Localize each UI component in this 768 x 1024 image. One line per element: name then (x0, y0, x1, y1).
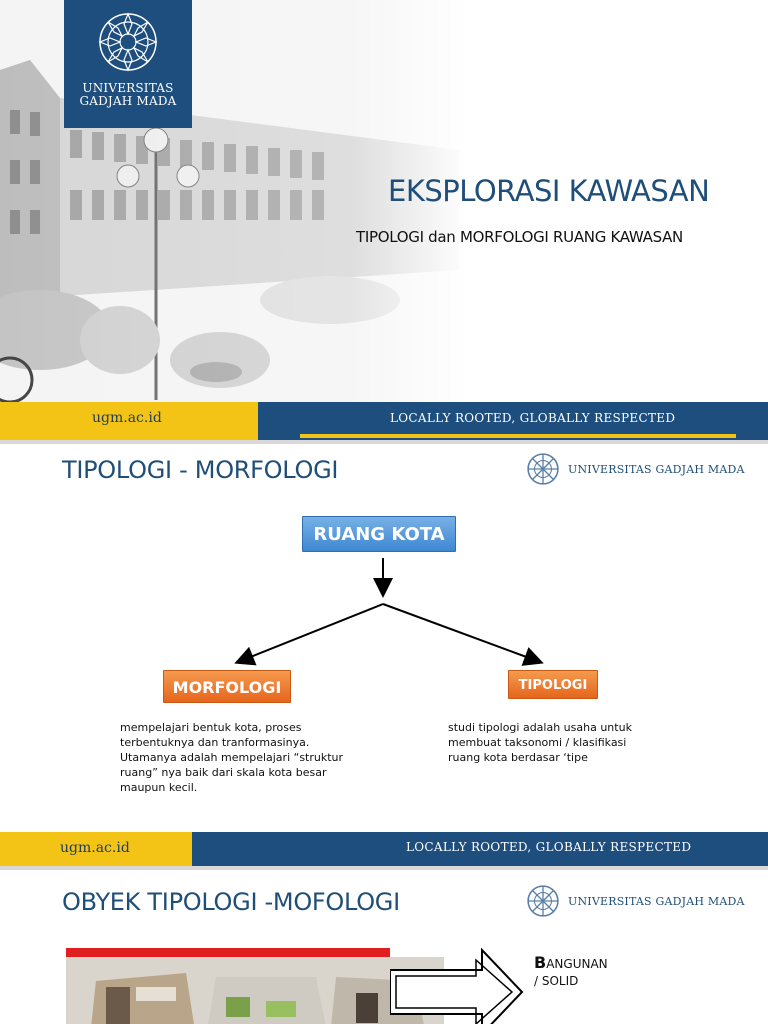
label-line-2: / SOLID (534, 974, 579, 988)
logo-line-1: UNIVERSITAS (82, 81, 174, 95)
slide-footer (0, 832, 768, 866)
university-logo (64, 0, 192, 128)
arrow-to-tipologi (383, 604, 540, 662)
brand-header (526, 884, 745, 918)
morfologi-box: MORFOLOGI (163, 670, 291, 703)
tipologi-box: TIPOLOGI (508, 670, 598, 699)
footer-url: ugm.ac.id (60, 840, 130, 856)
building-model-photo (66, 957, 444, 1024)
label-initial: B (534, 953, 547, 972)
brand-name: UNIVERSITAS GADJAH MADA (568, 894, 745, 908)
brand-name: UNIVERSITAS GADJAH MADA (568, 462, 745, 476)
slide-title: TIPOLOGI - MORFOLOGI (62, 456, 339, 484)
right-arrow-icon (390, 948, 526, 1024)
footer-motto: LOCALLY ROOTED, GLOBALLY RESPECTED (390, 411, 676, 425)
title-slide (0, 0, 768, 440)
arrow-to-morfologi (238, 604, 383, 662)
logo-line-2: GADJAH MADA (79, 94, 177, 108)
presentation-subtitle: TIPOLOGI dan MORFOLOGI RUANG KAWASAN (356, 228, 683, 246)
accent-bar (66, 948, 390, 957)
footer-url: ugm.ac.id (92, 410, 162, 426)
university-emblem-icon (96, 10, 160, 74)
concept-diagram (0, 444, 768, 744)
bangunan-solid-label (534, 954, 608, 990)
morfologi-description: mempelajari bentuk kota, proses terbentuknya dan tranformasinya. Utamanya adalah mempelajari “struktur ruang” nya baik dari skala kota besar maupun kecil. (120, 721, 344, 794)
slide-footer (0, 402, 768, 440)
logo-wordmark (79, 82, 176, 108)
university-emblem-icon (526, 884, 560, 918)
presentation-title: EKSPLORASI KAWASAN (388, 174, 710, 208)
footer-motto: LOCALLY ROOTED, GLOBALLY RESPECTED (406, 840, 692, 854)
slide-title: OBYEK TIPOLOGI -MOFOLOGI (62, 888, 400, 916)
tipologi-description: studi tipologi adalah usaha untuk membuat taksonomi / klasifikasi ruang kota berdasar ‘tipe (448, 721, 632, 764)
typology-morphology-slide (0, 444, 768, 866)
ruang-kota-box: RUANG KOTA (302, 516, 456, 552)
object-typology-slide (0, 870, 768, 1024)
label-rest: ANGUNAN (546, 957, 608, 971)
